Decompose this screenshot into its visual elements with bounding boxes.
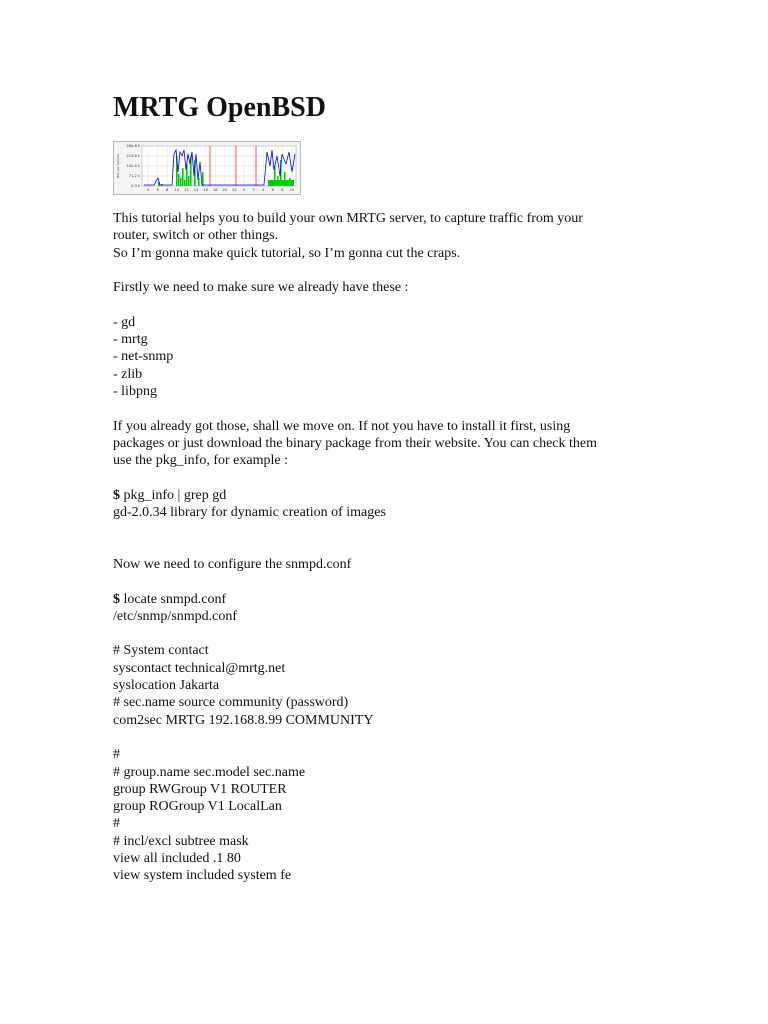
text-line	[113, 642, 673, 659]
y-axis-label: Bits per Second	[116, 154, 120, 178]
text-line	[113, 677, 673, 694]
line-text: #	[113, 816, 120, 832]
x-tick-label: 14	[193, 188, 199, 192]
traffic-in-area	[268, 180, 294, 186]
x-tick-label: 4	[146, 188, 150, 192]
line-text: # sec.name source community (password)	[113, 695, 349, 711]
x-tick-label: 4	[262, 188, 265, 192]
shell-prompt: $	[113, 487, 120, 503]
text-line	[113, 867, 673, 884]
line-text: - net-snmp	[113, 349, 174, 365]
text-line	[113, 625, 673, 642]
line-text: - gd	[113, 314, 136, 330]
text-line	[113, 712, 673, 729]
text-line	[113, 556, 673, 573]
traffic-in-bar	[188, 176, 190, 186]
line-text: view system included system fe	[113, 868, 292, 884]
text-line	[113, 227, 673, 244]
text-line	[113, 469, 673, 486]
article-body	[113, 210, 673, 885]
text-line	[113, 418, 673, 435]
line-text: # group.name sec.model sec.name	[113, 764, 306, 780]
x-tick-label: 22	[232, 188, 237, 192]
y-tick-label: 284.8 k	[126, 144, 140, 149]
text-line	[113, 815, 673, 832]
line-text: syslocation Jakarta	[113, 678, 220, 694]
text-line	[113, 348, 673, 365]
text-line	[113, 729, 673, 746]
line-text: Firstly we need to make sure we already have these :	[113, 280, 409, 296]
line-text: If you already got those, shall we move on. If not you have to install it first, using	[113, 418, 571, 434]
text-line	[113, 452, 673, 469]
y-tick-label: 71.2 k	[128, 174, 140, 179]
text-line	[113, 331, 673, 348]
x-tick-label: 6	[156, 188, 159, 192]
text-line	[113, 504, 673, 521]
x-tick-label: 10	[174, 188, 180, 192]
line-text: #	[113, 747, 120, 763]
line-text: locate snmpd.conf	[120, 591, 227, 607]
line-text: This tutorial helps you to build your own MRTG server, to capture traffic from your	[113, 211, 583, 226]
line-text: - zlib	[113, 366, 143, 382]
text-line	[113, 764, 673, 781]
x-tick-label: 0	[242, 188, 246, 192]
line-text: group RWGroup V1 ROUTER	[113, 781, 287, 797]
line-text: - mrtg	[113, 332, 148, 348]
text-line	[113, 435, 673, 452]
text-line	[113, 539, 673, 556]
y-tick-label: 0.0 k	[131, 184, 140, 189]
mrtg-traffic-graph-image	[113, 141, 301, 195]
graph-canvas	[114, 142, 300, 194]
line-text: packages or just download the binary package from their website. You can check them	[113, 435, 598, 451]
line-text: # System contact	[113, 643, 209, 659]
line-text: syscontact technical@mrtg.net	[113, 660, 286, 676]
line-text: # incl/excl subtree mask	[113, 833, 249, 849]
line-text: group ROGroup V1 LocalLan	[113, 799, 282, 815]
x-tick-label: 6	[271, 188, 274, 192]
x-tick-label: 12	[184, 188, 189, 192]
traffic-in-bar	[180, 178, 182, 186]
traffic-in-bar	[178, 174, 180, 186]
text-line	[113, 262, 673, 279]
text-line	[113, 833, 673, 850]
x-tick-label: 16	[203, 188, 208, 192]
x-tick-label: 2	[252, 188, 255, 192]
traffic-in-bar	[184, 180, 186, 186]
text-line	[113, 210, 673, 227]
text-line	[113, 487, 673, 504]
traffic-in-bar	[182, 168, 184, 186]
line-text: router, switch or other things.	[113, 228, 279, 244]
line-text: view all included .1 80	[113, 850, 241, 866]
line-text: - libpng	[113, 383, 157, 399]
text-line	[113, 279, 673, 296]
line-text: Now we need to configure the snmpd.conf	[113, 556, 352, 572]
text-line	[113, 591, 673, 608]
x-tick-label: 18	[212, 188, 218, 192]
line-text: gd-2.0.34 library for dynamic creation of images	[113, 505, 386, 521]
text-line	[113, 366, 673, 383]
line-text: So I’m gonna make quick tutorial, so I’m gonna cut the craps.	[113, 245, 461, 261]
text-line	[113, 798, 673, 815]
line-text: com2sec MRTG 192.168.8.99 COMMUNITY	[113, 712, 374, 728]
text-line	[113, 746, 673, 763]
text-line	[113, 608, 673, 625]
text-line	[113, 296, 673, 313]
line-text: use the pkg_info, for example :	[113, 453, 288, 469]
x-tick-label: 10	[289, 188, 295, 192]
shell-prompt: $	[113, 591, 120, 607]
text-line	[113, 383, 673, 400]
x-tick-label: 8	[281, 188, 284, 192]
x-tick-label: 20	[222, 188, 228, 192]
text-line	[113, 573, 673, 590]
text-line	[113, 245, 673, 262]
text-line	[113, 400, 673, 417]
text-line	[113, 521, 673, 538]
y-tick-label: 142.4 k	[126, 164, 140, 169]
text-line	[113, 694, 673, 711]
line-text: /etc/snmp/snmpd.conf	[113, 608, 238, 624]
text-line	[113, 314, 673, 331]
x-tick-label: 8	[166, 188, 169, 192]
page-title: MRTG OpenBSD	[113, 92, 326, 123]
y-tick-label: 213.6 k	[126, 154, 140, 159]
line-text: pkg_info | grep gd	[120, 487, 227, 503]
text-line	[113, 781, 673, 798]
text-line	[113, 850, 673, 867]
text-line	[113, 660, 673, 677]
